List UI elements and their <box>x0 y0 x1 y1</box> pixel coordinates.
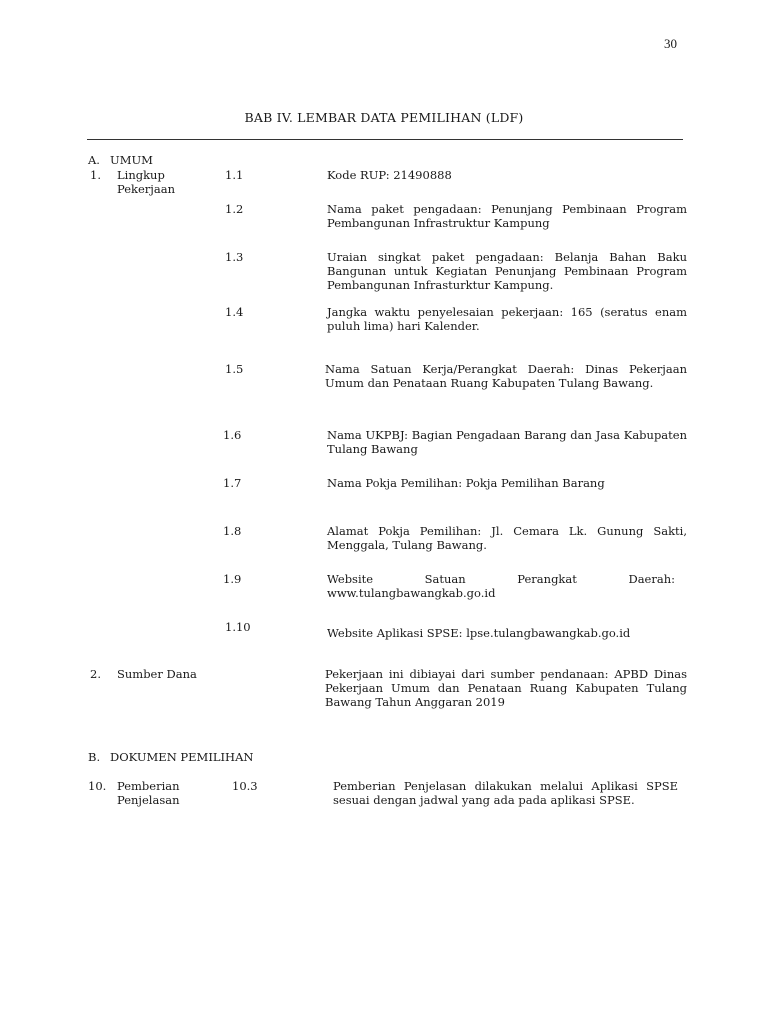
item-10-number: 10. <box>88 779 107 793</box>
section-a-heading: UMUM <box>110 153 153 167</box>
subitem-text: Alamat Pokja Pemilihan: Jl. Cemara Lk. Gunung Sakti, Menggala, Tulang Bawang. <box>327 524 687 552</box>
title-rule <box>87 139 683 140</box>
subitem-text: Website Aplikasi SPSE: lpse.tulangbawangkab.go.id <box>327 626 631 640</box>
item-10-label-line1: Pemberian <box>117 779 180 793</box>
subitem-text: Website Satuan Perangkat Daerah: www.tulangbawangkab.go.id <box>327 572 675 600</box>
item-1-number: 1. <box>90 168 101 182</box>
section-a-label: A. <box>88 153 100 167</box>
item-10-label-line2: Penjelasan <box>117 793 180 807</box>
page-number: 30 <box>664 36 677 51</box>
item-10-text: Pemberian Penjelasan dilakukan melalui Aplikasi SPSE sesuai dengan jadwal yang ada pada aplikasi SPSE. <box>333 779 678 807</box>
subitem-code: 1.10 <box>225 620 251 634</box>
item-2-text: Pekerjaan ini dibiayai dari sumber pendanaan: APBD Dinas Pekerjaan Umum dan Penataan Ruang Kabupaten Tulang Bawang Tahun Anggaran 2019 <box>325 667 687 709</box>
subitem-code: 1.4 <box>225 305 244 319</box>
subitem-code: 1.8 <box>223 524 242 538</box>
subitem-text: Uraian singkat paket pengadaan: Belanja Bahan Baku Bangunan untuk Kegiatan Penunjang Pembinaan Program Pembangunan Infrasturktur Kampung. <box>327 250 687 292</box>
subitem-code: 1.1 <box>225 168 244 182</box>
section-b-label: B. <box>88 750 101 764</box>
section-b-heading: DOKUMEN PEMILIHAN <box>110 750 254 764</box>
subitem-code: 1.2 <box>225 202 244 216</box>
item-1-label-line1: Lingkup <box>117 168 165 182</box>
subitem-code: 1.3 <box>225 250 244 264</box>
subitem-text: Kode RUP: 21490888 <box>327 168 452 182</box>
item-2-number: 2. <box>90 667 101 681</box>
subitem-code: 1.6 <box>223 428 242 442</box>
subitem-code: 1.5 <box>225 362 244 376</box>
subitem-text: Nama UKPBJ: Bagian Pengadaan Barang dan Jasa Kabupaten Tulang Bawang <box>327 428 687 456</box>
item-2-label: Sumber Dana <box>117 667 197 681</box>
subitem-text: Jangka waktu penyelesaian pekerjaan: 165 (seratus enam puluh lima) hari Kalender. <box>327 305 687 333</box>
subitem-text: Nama paket pengadaan: Penunjang Pembinaan Program Pembangunan Infrastruktur Kampung <box>327 202 687 230</box>
subitem-code: 1.7 <box>223 476 242 490</box>
item-1-label-line2: Pekerjaan <box>117 182 175 196</box>
subitem-text: Nama Satuan Kerja/Perangkat Daerah: Dinas Pekerjaan Umum dan Penataan Ruang Kabupaten Tulang Bawang. <box>325 362 687 390</box>
subitem-text: Nama Pokja Pemilihan: Pokja Pemilihan Barang <box>327 476 605 490</box>
chapter-title: BAB IV. LEMBAR DATA PEMILIHAN (LDF) <box>244 110 524 125</box>
subitem-code: 1.9 <box>223 572 242 586</box>
item-10-code: 10.3 <box>232 779 258 793</box>
